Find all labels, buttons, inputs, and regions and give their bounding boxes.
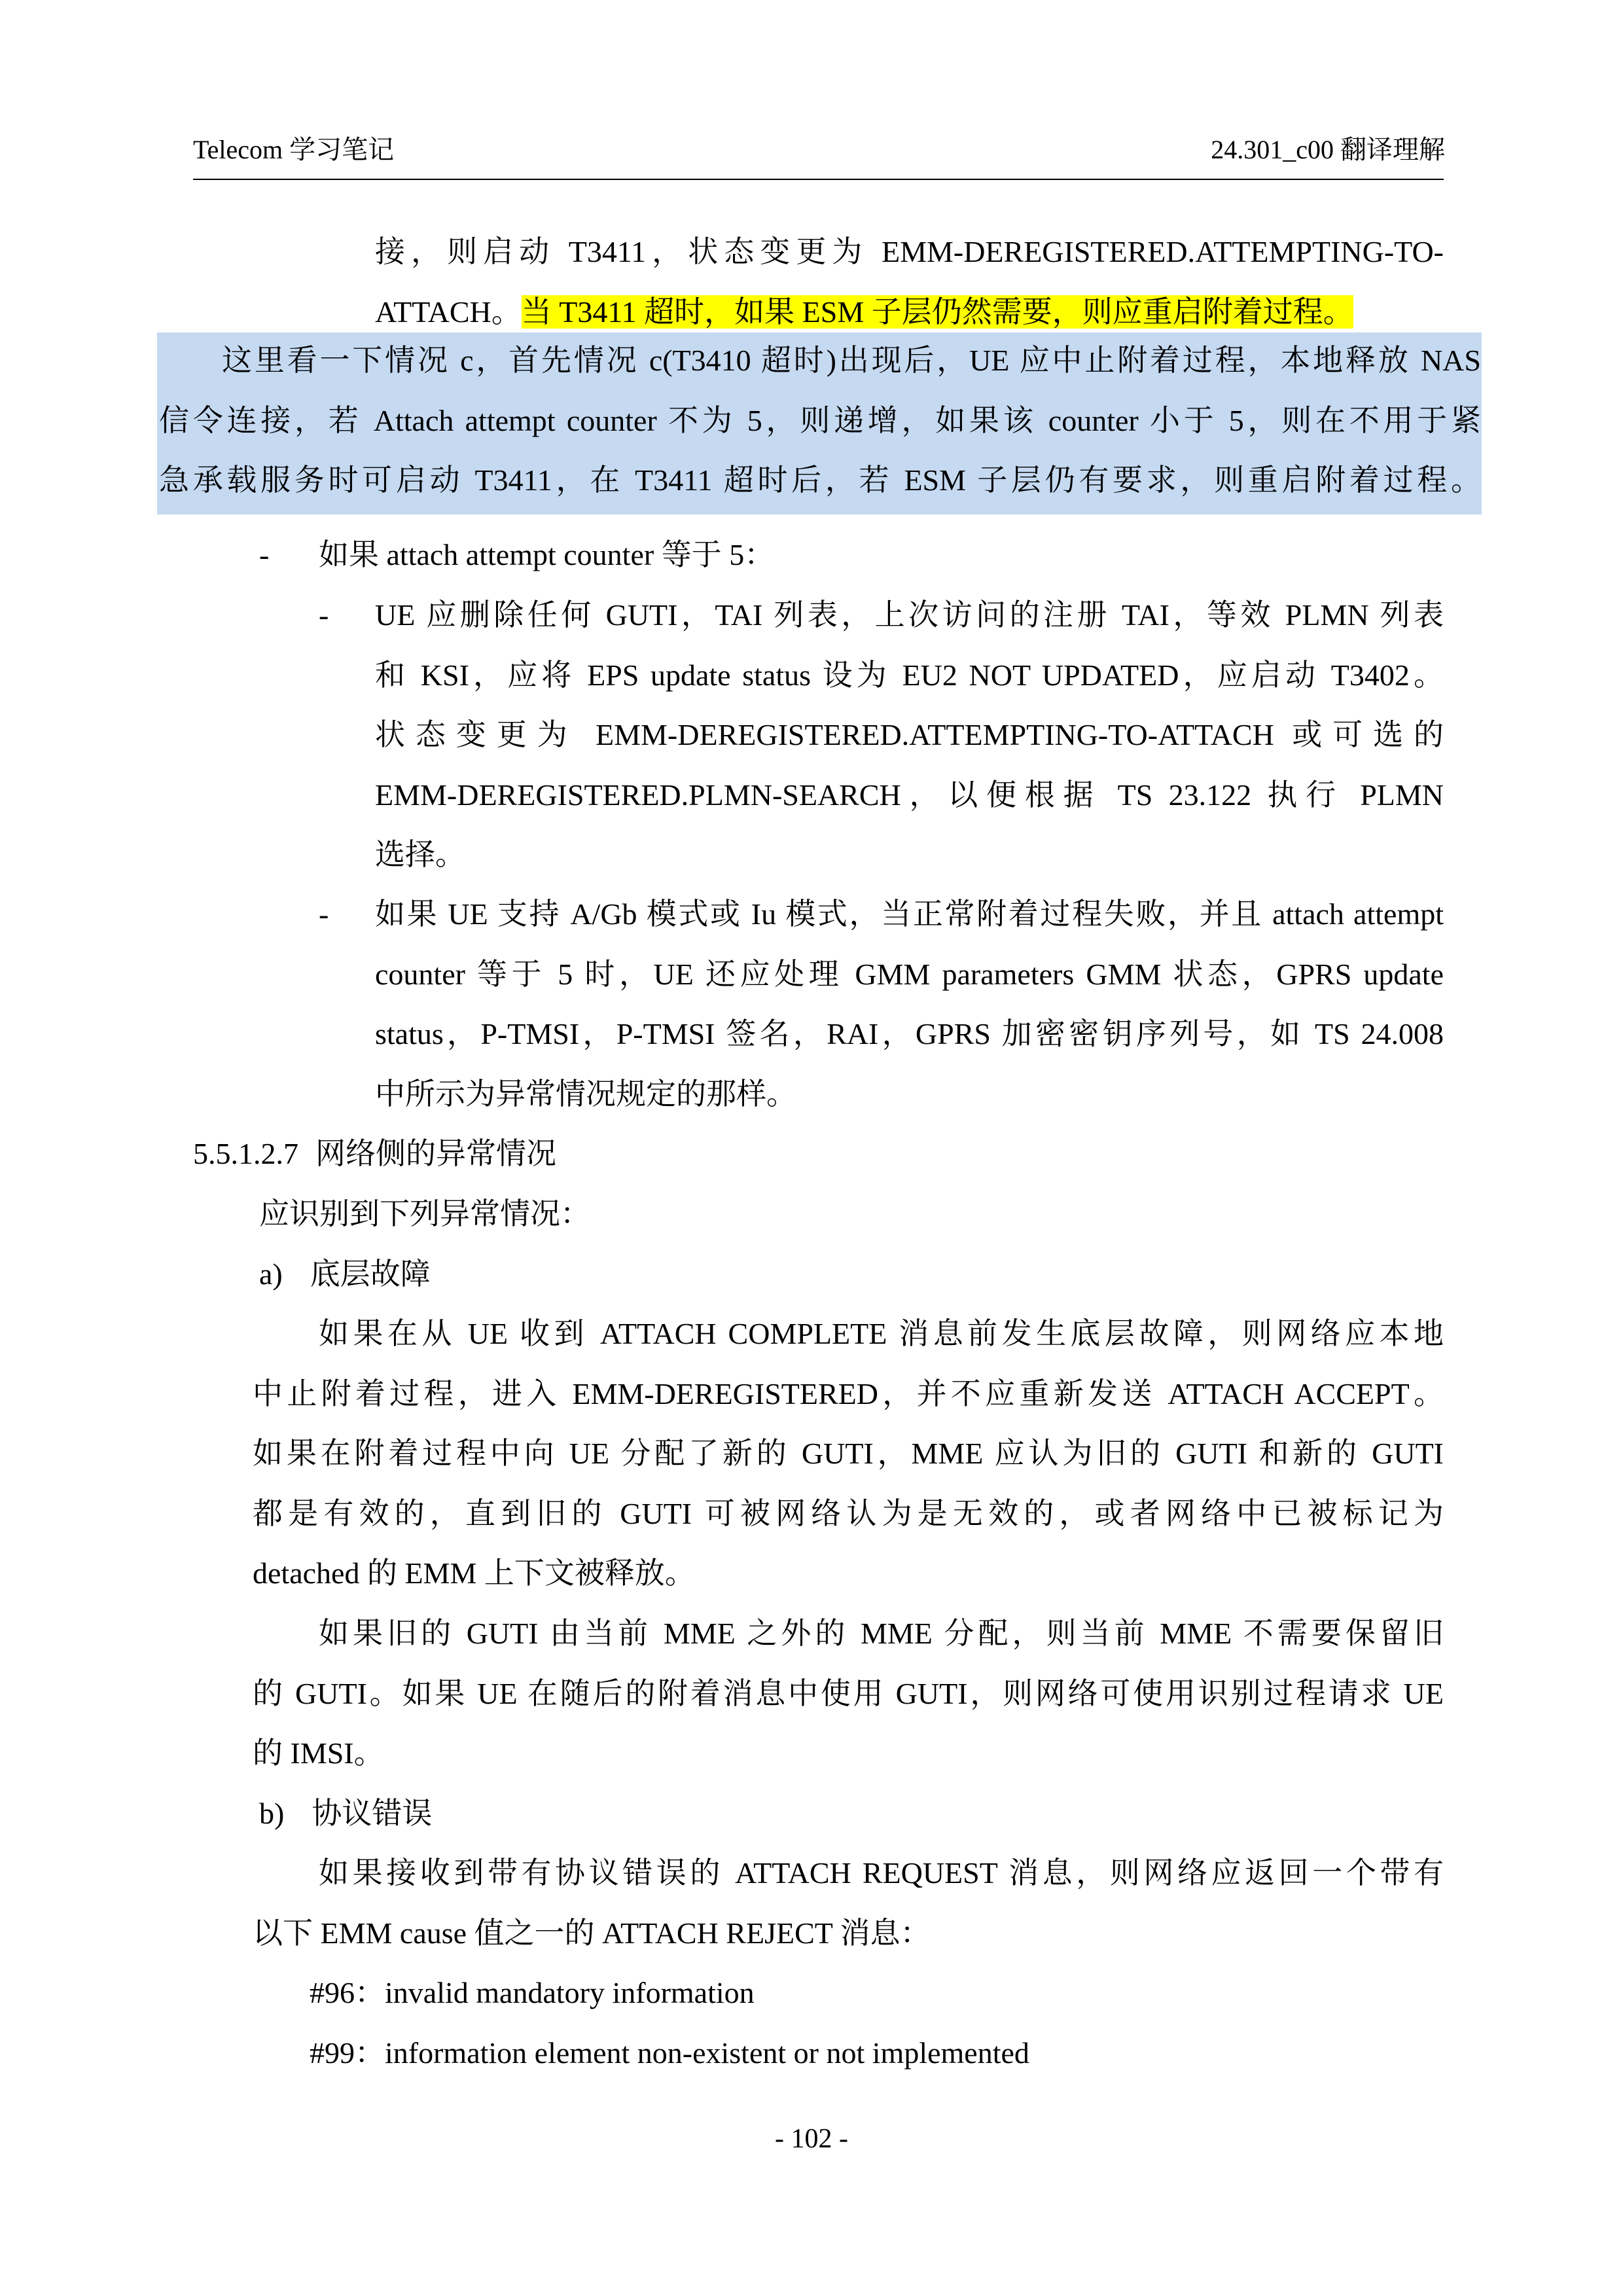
intro-paragraph	[259, 1184, 590, 1244]
cause-item: #99：information element non-existent or not implemented	[310, 2036, 1029, 2070]
section-title: 网络侧的异常情况	[315, 1137, 556, 1170]
section-heading-line	[193, 1124, 556, 1184]
item-a-p1-line: 如果在从 UE 收到 ATTACH COMPLETE 消息前发生底层故障，则网络应本地	[319, 1317, 1444, 1350]
item-b-line: 如果接收到带有协议错误的 ATTACH REQUEST 消息，则网络应返回一个带有	[319, 1856, 1444, 1890]
item-b-line: 以下 EMM cause 值之一的 ATTACH REJECT 消息：	[253, 1916, 931, 1950]
item-a-heading	[259, 1244, 431, 1304]
yellow-highlight-text: 当 T3411 超时，如果 ESM 子层仍然需要，则应重启附着过程。	[521, 295, 1353, 329]
item-a-p1-line: 如果在附着过程中向 UE 分配了新的 GUTI，MME 应认为旧的 GUTI 和新的 GUTI	[253, 1437, 1444, 1470]
note-text	[159, 331, 1481, 511]
item-a-label: a)	[259, 1257, 283, 1291]
cause-list	[310, 1963, 1029, 2083]
item-b-paragraph	[253, 1843, 1444, 1963]
item-a-p2-line: 的 GUTI。如果 UE 在随后的附着消息中使用 GUTI，则网络可使用识别过程请求 UE	[253, 1676, 1444, 1710]
sub2-line: 如果 UE 支持 A/Gb 模式或 Iu 模式，当正常附着过程失败，并且 attach attempt	[375, 897, 1444, 931]
item-b-label: b)	[259, 1797, 285, 1830]
sub2-text	[375, 884, 1444, 1124]
section-number: 5.5.1.2.7	[193, 1137, 298, 1170]
sub1-text	[375, 585, 1444, 885]
top-continuation	[375, 222, 1444, 342]
item-a-p2-line: 的 IMSI。	[253, 1736, 384, 1770]
note-line-2: 信令连接，若 Attach attempt counter 不为 5，则递增，如果该 counter 小于 5，则在不用于紧	[159, 403, 1481, 437]
header-right: 24.301_c00 翻译理解	[1211, 135, 1445, 164]
bullet-dash: -	[319, 897, 329, 931]
item-b-heading	[259, 1784, 432, 1844]
sub1-line: 和 KSI，应将 EPS update status 设为 EU2 NOT UPDATED，应启动 T3402。	[375, 658, 1444, 692]
header-left: Telecom 学习笔记	[193, 135, 395, 164]
continuation-line-1: 接，则启动 T3411，状态变更为 EMM-DEREGISTERED.ATTEMPTING-TO-	[375, 235, 1444, 268]
case-eq5-text	[319, 525, 774, 585]
cause-item: #96：invalid mandatory information	[310, 1976, 755, 2009]
note-line-1: 这里看一下情况 c，首先情况 c(T3410 超时)出现后，UE 应中止附着过程，本地释放 NAS	[222, 344, 1481, 377]
sub1-line: EMM-DEREGISTERED.PLMN-SEARCH，以便根据 TS 23.122 执行 PLMN	[375, 778, 1444, 812]
header-rule	[193, 179, 1444, 180]
sub2-line: counter 等于 5 时，UE 还应处理 GMM parameters GMM 状态，GPRS update	[375, 957, 1444, 991]
item-a-p1-line: 中止附着过程，进入 EMM-DEREGISTERED，并不应重新发送 ATTACH ACCEPT。	[253, 1376, 1444, 1410]
case-eq5-line: 如果 attach attempt counter 等于 5：	[319, 538, 775, 571]
sub1-line: 选择。	[375, 838, 465, 871]
sub1-line: UE 应删除任何 GUTI，TAI 列表，上次访问的注册 TAI，等效 PLMN 列表	[375, 598, 1444, 632]
intro-line: 应识别到下列异常情况：	[259, 1197, 590, 1230]
item-a-p1-line: 都是有效的，直到旧的 GUTI 可被网络认为是无效的，或者网络中已被标记为	[253, 1496, 1444, 1530]
sub1-line: 状态变更为 EMM-DEREGISTERED.ATTEMPTING-TO-ATTACH 或可选的	[375, 718, 1444, 751]
item-b-heading-line	[259, 1784, 432, 1844]
item-a-heading-line	[259, 1244, 431, 1304]
page-number: - 102 -	[775, 2124, 848, 2154]
item-a-paragraph-2	[253, 1604, 1444, 1784]
sub2-line: 中所示为异常情况规定的那样。	[375, 1077, 796, 1111]
section-heading	[193, 1124, 556, 1184]
item-a-title: 底层故障	[310, 1257, 431, 1291]
item-a-p2-line: 如果旧的 GUTI 由当前 MME 之外的 MME 分配，则当前 MME 不需要保留旧	[319, 1617, 1444, 1650]
note-line-3: 急承载服务时可启动 T3411，在 T3411 超时后，若 ESM 子层仍有要求，则重启附着过程。	[159, 463, 1481, 497]
item-b-title: 协议错误	[312, 1797, 433, 1830]
item-a-p1-line: detached 的 EMM 上下文被释放。	[253, 1556, 695, 1590]
continuation-plain-text: ATTACH。	[375, 295, 522, 329]
bullet-dash: -	[319, 598, 329, 632]
bullet-dash: -	[259, 538, 270, 571]
item-a-paragraph-1	[253, 1304, 1444, 1604]
sub2-line: status，P-TMSI，P-TMSI 签名，RAI，GPRS 加密密钥序列号，如 TS 24.008	[375, 1017, 1444, 1050]
